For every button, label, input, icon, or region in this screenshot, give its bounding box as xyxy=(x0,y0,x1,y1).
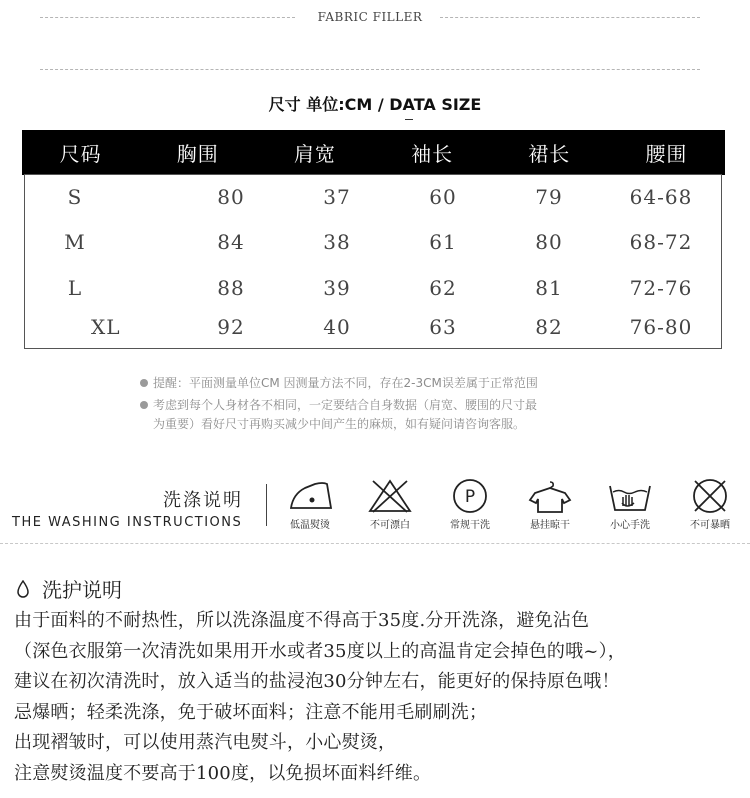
table-cell: M xyxy=(64,230,86,254)
svg-text:P: P xyxy=(464,487,476,507)
note-text: 考虑到每个人身材各不相同，一定要结合自身数据（肩宽、腰围的尺寸最 xyxy=(153,398,538,412)
care-text xyxy=(14,606,744,789)
table-cell: 68-72 xyxy=(629,230,693,254)
wash-icon-label: 悬挂晾干 xyxy=(530,520,570,531)
table-cell: 63 xyxy=(429,315,457,339)
size-table-body xyxy=(24,174,722,349)
bullet-icon xyxy=(140,379,148,387)
title-mark xyxy=(405,119,413,120)
divider xyxy=(266,484,267,526)
header-rule-left xyxy=(40,17,295,18)
table-cell: 76-80 xyxy=(629,315,693,339)
table-cell: 84 xyxy=(217,230,245,254)
wash-icon-item xyxy=(670,478,750,531)
header-sleeve: 袖长 xyxy=(411,142,454,166)
size-title: 尺寸 单位:CM / DATA SIZE xyxy=(268,95,482,114)
wash-icon-label: 常规干洗 xyxy=(450,520,490,531)
hang-dry-icon xyxy=(525,478,575,514)
table-cell: 88 xyxy=(217,276,245,300)
table-cell: 79 xyxy=(535,185,563,209)
table-cell: 61 xyxy=(429,230,457,254)
wash-icon-label: 小心手洗 xyxy=(610,520,650,531)
wash-icon-label: 不可漂白 xyxy=(370,520,410,531)
note-text: 为重要）看好尺寸再购买减少中间产生的麻烦，如有疑问请咨询客服。 xyxy=(153,417,526,431)
wash-icon-label: 不可暴晒 xyxy=(690,520,730,531)
table-cell: 60 xyxy=(429,185,457,209)
care-line: 注意熨烫温度不要高于100度，以免损坏面料纤维。 xyxy=(14,762,432,784)
hand-wash-icon xyxy=(605,478,655,514)
table-cell: 82 xyxy=(535,315,563,339)
washing-title-cn: 洗涤说明 xyxy=(163,490,243,511)
bullet-icon xyxy=(140,401,148,409)
table-cell: 72-76 xyxy=(629,276,693,300)
table-cell: S xyxy=(67,185,83,209)
dry-clean-p-icon xyxy=(445,478,495,514)
wash-icon-item xyxy=(590,478,670,531)
wash-icon-item xyxy=(430,478,510,531)
care-title-text: 洗护说明 xyxy=(42,578,122,602)
care-line: 由于面料的不耐热性，所以洗涤温度不得高于35度.分开洗涤，避免沾色 xyxy=(14,610,590,631)
water-drop-icon xyxy=(16,580,30,598)
care-title xyxy=(16,574,122,603)
no-tumble-dry-icon xyxy=(685,478,735,514)
header-length: 裙长 xyxy=(528,142,571,166)
wash-icon-item xyxy=(270,478,350,531)
measurement-note xyxy=(140,374,538,393)
header-waist: 腰围 xyxy=(645,142,688,166)
table-cell: 64-68 xyxy=(629,185,693,209)
header-size: 尺码 xyxy=(59,142,102,166)
section-divider xyxy=(0,543,750,544)
washing-title-en: THE WASHING INSTRUCTIONS xyxy=(12,515,243,530)
header-shoulder: 肩宽 xyxy=(293,142,336,166)
low-temp-iron-icon xyxy=(285,478,335,514)
care-line: （深色衣服第一次清洗如果用开水或者35度以上的高温肯定会掉色的哦~）， xyxy=(14,640,626,662)
care-line: 忌爆晒；轻柔洗涤，免于破坏面料；注意不能用毛刷刷洗； xyxy=(14,701,488,723)
no-bleach-icon xyxy=(365,478,415,514)
wash-icon-label: 低温熨烫 xyxy=(290,520,330,531)
wash-icon-item xyxy=(350,478,430,531)
table-cell: 40 xyxy=(323,315,351,339)
table-cell: L xyxy=(67,276,83,300)
table-cell: XL xyxy=(91,315,121,339)
table-cell: 39 xyxy=(323,276,351,300)
fit-note xyxy=(140,396,537,434)
size-table-header xyxy=(22,130,725,175)
table-cell: 80 xyxy=(217,185,245,209)
table-cell: 81 xyxy=(535,276,563,300)
care-line: 建议在初次清洗时，放入适当的盐浸泡30分钟左右，能更好的保持原色哦！ xyxy=(14,671,620,692)
header-title: FABRIC FILLER xyxy=(317,10,423,24)
header-rule-right xyxy=(440,17,700,18)
table-cell: 62 xyxy=(429,276,457,300)
table-cell: 80 xyxy=(535,230,563,254)
table-cell: 92 xyxy=(217,315,245,339)
header-bust: 胸围 xyxy=(176,142,219,166)
table-cell: 38 xyxy=(323,230,351,254)
note-text: 提醒：平面测量单位CM 因测量方法不同，存在2-3CM误差属于正常范围 xyxy=(153,376,538,390)
header-rule-bottom xyxy=(40,69,700,70)
table-cell: 37 xyxy=(323,185,351,209)
wash-icon-item xyxy=(510,478,590,531)
care-line: 出现褶皱时，可以使用蒸汽电熨斗，小心熨烫， xyxy=(14,732,397,753)
